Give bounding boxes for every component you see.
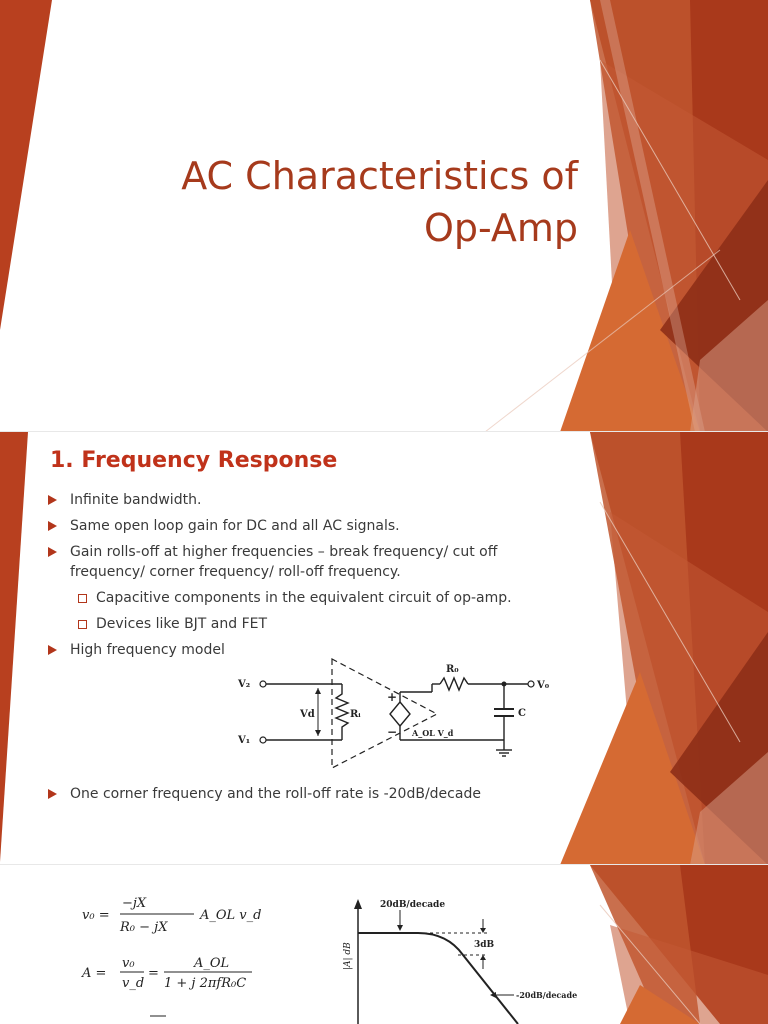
bullet-item	[48, 516, 568, 536]
bullet-text: High frequency model	[70, 642, 225, 658]
bullet-arrow-icon	[48, 547, 57, 557]
y-axis-label: |A| dB	[343, 942, 353, 970]
sub-bullet-text: Capacitive components in the equivalent circuit of op-amp.	[96, 590, 512, 606]
db3-label: 3dB	[474, 940, 495, 950]
bullet-list	[48, 784, 568, 810]
svg-text:=: =	[148, 966, 159, 981]
c-label: C	[518, 708, 526, 719]
title-line-1: AC Characteristics of	[181, 154, 578, 198]
bullet-arrow-icon	[48, 495, 57, 505]
slope-right-label: -20dB/decade	[516, 990, 578, 1000]
bullet-text: Same open loop gain for DC and all AC signals.	[70, 518, 400, 534]
bullet-text: Gain rolls-off at higher frequencies – break frequency/ cut off frequency/ corner frequency/ roll-off frequency.	[70, 544, 498, 580]
checkbox-bullet-icon	[78, 620, 87, 629]
bullet-arrow-icon	[48, 789, 57, 799]
sub-bullet-item	[48, 614, 568, 634]
formula-a-den: 1 + j 2πfR₀C	[164, 976, 247, 991]
vd-label: Vd	[300, 709, 315, 720]
vo-label: V₀	[537, 680, 550, 691]
bode-magnitude-plot	[338, 895, 578, 1024]
formula-vo-rhs: A_OL v_d	[200, 908, 262, 923]
formula-a-frac-den: v_d	[122, 976, 145, 991]
minus-label: −	[387, 725, 398, 739]
slide-transfer-function	[0, 865, 768, 1024]
bullet-item	[48, 542, 568, 582]
formula-a-frac-num: v₀	[122, 956, 135, 971]
formula-a-lhs: A =	[82, 966, 107, 981]
formula-vo-den: R₀ − jX	[120, 920, 168, 935]
v1-label: V₁	[238, 735, 251, 746]
formula-vo-lhs: v₀ =	[82, 908, 110, 923]
formula-a-num: A_OL	[194, 956, 230, 971]
bullet-list	[48, 490, 568, 666]
bullet-arrow-icon	[48, 645, 57, 655]
bullet-arrow-icon	[48, 521, 57, 531]
v2-label: V₂	[238, 679, 251, 690]
slide-frequency-response	[0, 432, 768, 865]
slide-title	[0, 0, 768, 432]
ri-label: Rᵢ	[350, 709, 361, 720]
sub-bullet-text: Devices like BJT and FET	[96, 616, 268, 632]
high-frequency-model-circuit	[232, 654, 550, 774]
title-line-2: Op-Amp	[423, 206, 578, 250]
slope-top-label: 20dB/decade	[380, 900, 446, 910]
sub-bullet-item	[48, 588, 568, 608]
bullet-item	[48, 784, 568, 804]
transfer-function-formulas	[82, 895, 282, 1024]
formula-vo-num: −jX	[122, 896, 147, 911]
bullet-text: Infinite bandwidth.	[70, 492, 202, 508]
ro-label: R₀	[446, 664, 459, 675]
bullet-text: One corner frequency and the roll-off rate is -20dB/decade	[70, 786, 481, 802]
slide-title-text	[118, 150, 578, 254]
aol-label: A_OL V_d	[412, 728, 454, 738]
plus-label: +	[387, 690, 398, 704]
section-heading: 1. Frequency Response	[50, 448, 338, 473]
checkbox-bullet-icon	[78, 594, 87, 603]
bullet-item	[48, 490, 568, 510]
